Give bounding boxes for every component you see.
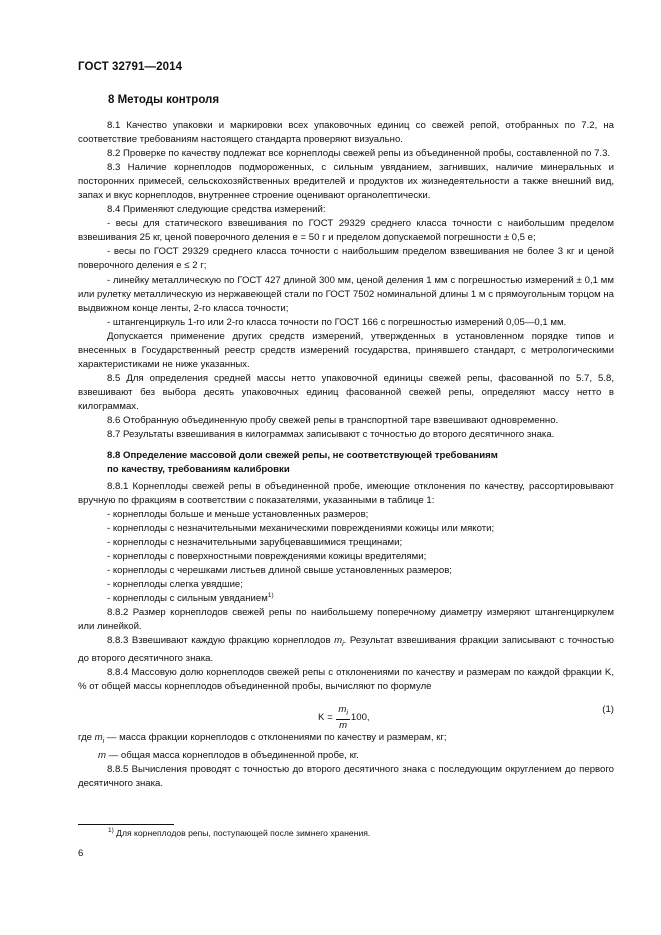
formula-denominator: m (339, 720, 348, 732)
paragraph-8-1: 8.1 Качество упаковки и маркировки всех упаковочных единиц со свежей репой, отобранных по 7.2, на соответствие требованиям настоящего стандарта проверяют визуально. (78, 120, 614, 146)
footnote-reference: 1) (267, 591, 274, 599)
footnote-divider (78, 824, 174, 825)
fraction-item: - корнеплоды с незначительными механическими повреждениями кожицы или мякоти; (107, 522, 495, 534)
paragraph-8-4: 8.4 Применяют следующие средства измерений: (107, 204, 326, 216)
subscript-i: i (102, 738, 105, 746)
paragraph-8-8-4: 8.8.4 Массовую долю корнеплодов свежей репы с отклонениями по качеству и размерам по каждой фракции K, % от общей массы корнеплодов объединенной пробы, вычисляют по формуле (78, 667, 614, 693)
page-number: 6 (78, 848, 84, 859)
numerator-sub: i (346, 710, 348, 718)
paragraph-8-6: 8.6 Отобранную объединенную пробу свежей репы в транспортной таре взвешивают одновременно. (107, 414, 559, 426)
formula-lhs: K = (318, 712, 333, 724)
formula-numerator (336, 704, 350, 720)
subscript-i: i (342, 641, 344, 649)
subsection-title-line: по качеству, требованиям калибровки (107, 463, 290, 475)
variable-m: m (334, 635, 343, 647)
formula-legend-2 (78, 749, 614, 763)
formula-rhs: 100, (350, 712, 370, 724)
formula-number: (1) (602, 704, 614, 716)
fraction-item-text: - корнеплоды с сильным увяданием (107, 593, 268, 605)
text: где (78, 732, 95, 744)
formula-fraction (336, 704, 350, 731)
formula-legend-1 (78, 731, 614, 749)
paragraph-8-8-1: 8.8.1 Корнеплоды свежей репы в объединенной пробе, имеющие отклонения по качеству, рассортировывают вручную по фракциям в соответствии с показателями, указанными в таблице 1: (78, 480, 614, 506)
fraction-item: - корнеплоды с незначительными зарубцевавшимися трещинами; (107, 536, 403, 548)
formula-expression (318, 704, 370, 731)
subsection-title (78, 449, 614, 477)
fraction-item: - корнеплоды слегка увядшие; (107, 579, 243, 590)
fraction-item (78, 592, 614, 606)
variable-m: m (94, 732, 103, 744)
instrument-item: - весы для статического взвешивания по ГОСТ 29329 среднего класса точности с наибольшим пределом взвешивания 25 кг, ценой поверочного деления е = 50 г и пределом допускаемой погрешности ± 0,5 е; (78, 218, 614, 244)
formula-1 (78, 698, 614, 732)
paragraph-8-8-2: 8.8.2 Размер корнеплодов свежей репы по наибольшему поперечному диаметру измеряют штангенциркулем или линейкой. (78, 607, 614, 633)
text: . Результат взвешивания фракции записывают с точностью до второго десятичного знака. (78, 635, 614, 665)
instrument-item: - штангенциркуль 1-го или 2-го класса точности по ГОСТ 166 с погрешностью измерений 0,05—0,1 мм. (107, 316, 567, 328)
footnote (108, 828, 370, 838)
page-body (78, 87, 614, 791)
instrument-item: - линейку металлическую по ГОСТ 427 длиной 300 мм, ценой деления 1 мм с погрешностью измерений ± 0,1 мм или рулетку металлическую из нержавеющей стали по ГОСТ 7502 номинальной длины 1 м с прямоугольным торцом на выдвижном конце ленты, 2-го класса точности; (78, 274, 614, 314)
footnote-mark: 1) (108, 827, 114, 835)
fraction-item: - корнеплоды с черешками листьев длиной свыше установленных размеров; (107, 564, 452, 576)
paragraph-8-3: 8.3 Наличие корнеплодов подмороженных, с сильным увяданием, загнивших, наличие минеральных и посторонних примесей, сельскохозяйственных вредителей и продуктов их жизнедеятельности а также внешний вид, запах и вкус корнеплодов, внутреннее строение оценивают органолептически. (78, 162, 614, 202)
paragraph-8-5: 8.5 Для определения средней массы нетто упаковочной единицы свежей репы, фасованной по 5.7, 5.8, взвешивают без выбора десять упаковочных единиц фасованной свежей репы, определяют массу нетто в килограммах. (78, 372, 614, 412)
document-header: ГОСТ 32791—2014 (78, 61, 183, 73)
text: — масса фракции корнеплодов с отклонениями по качеству и размерам, кг; (104, 732, 447, 744)
variable-m: m (98, 750, 106, 762)
text: 8.8.3 Взвешивают каждую фракцию корнеплодов (107, 635, 335, 647)
fraction-item: - корнеплоды больше и меньше установленных размеров; (107, 508, 369, 520)
paragraph-8-7: 8.7 Результаты взвешивания в килограммах записывают с точностью до второго десятичного знака. (107, 429, 555, 441)
paragraph-allowance: Допускается применение других средств измерений, утвержденных в установленном порядке типов и внесенных в Государственный реестр средств измерений государства, принявшего стандарт, с метрологическими характеристиками не ниже указанных. (78, 330, 614, 370)
footnote-text: Для корнеплодов репы, поступающей после зимнего хранения. (116, 828, 371, 838)
section-title: 8 Методы контроля (108, 94, 220, 106)
paragraph-8-8-5: 8.8.5 Вычисления проводят с точностью до второго десятичного знака с последующим округлением до первого десятичного знака. (78, 764, 614, 790)
text: — общая масса корнеплодов в объединенной пробе, кг. (106, 750, 359, 762)
paragraph-8-2: 8.2 Проверке по качеству подлежат все корнеплоды свежей репы из объединенной пробы, составленной по 7.3. (107, 148, 611, 160)
subsection-title-line: 8.8 Определение массовой доли свежей репы, не соответствующей требованиям (107, 450, 498, 462)
paragraph-8-8-3 (78, 634, 614, 666)
fraction-item: - корнеплоды с поверхностными повреждениями кожицы вредителями; (107, 550, 427, 562)
numerator-var: m (338, 704, 347, 716)
instrument-item: - весы по ГОСТ 29329 среднего класса точности с наибольшим пределом взвешивания не более 3 кг и ценой поверочного деления е ≤ 2 г; (78, 246, 614, 272)
